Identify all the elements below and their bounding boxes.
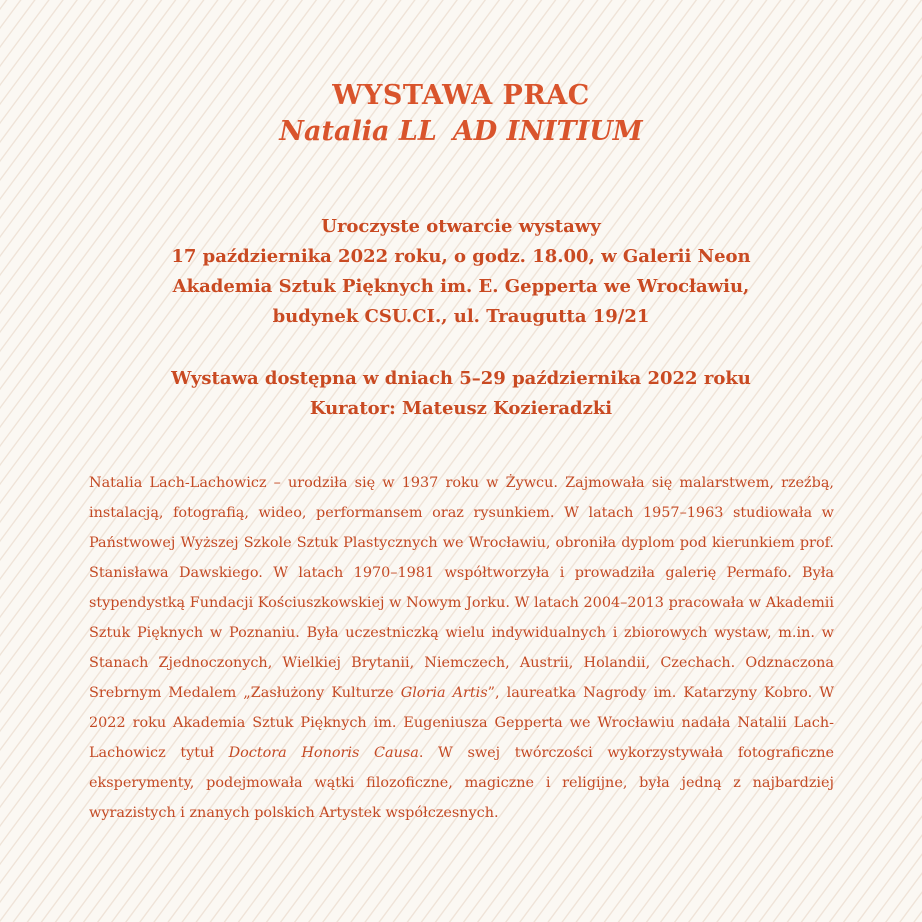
exhibition-title: WYSTAWA PRAC xyxy=(332,80,590,111)
opening-line: budynek CSU.CI., ul. Traugutta 19/21 xyxy=(272,306,650,327)
opening-line: Akademia Sztuk Pięknych im. E. Gepperta we Wrocławiu, xyxy=(172,276,750,297)
exhibition-name: AD INITIUM xyxy=(452,116,643,147)
availability-info xyxy=(0,364,922,424)
bio-italic-title: Doctora Honoris Causa xyxy=(228,745,419,762)
opening-line: 17 października 2022 roku, o godz. 18.00, w Galerii Neon xyxy=(171,246,751,267)
bio-text: . W swej twórczości wykorzystywała fotograficzne eksperymenty, podejmowała wątki filozoficzne, magiczne i religijne, była jedną z najbardziej wyrazistych i znanych polskich Artystek współczesnych. xyxy=(89,745,835,822)
exhibition-subtitle xyxy=(0,115,922,149)
bio-text: Natalia Lach-Lachowicz – urodziła się w 1937 roku w Żywcu. Zajmowała się malarstwem, rzeźbą, instalacją, fotografią, wideo, performansem oraz rysunkiem. W latach 1957–1963 studiowała w Państwowej Wyższej Szkole Sztuk Plastycznych we Wrocławiu, obroniła dyplom pod kierunkiem prof. Stanisława Dawskiego. W latach 1970–1981 współtworzyła i prowadziła galerię Permafo. Była stypendystką Fundacji Kościuszkowskiej w Nowym Jorku. W latach 2004–2013 pracowała w Akademii Sztuk Pięknych w Poznaniu. Była uczestniczką wielu indywidualnych i zbiorowych wystaw, m.in. w Stanach Zjednoczonych, Wielkiej Brytanii, Niemczech, Austrii, Holandii, Czechach. Odznaczona Srebrnym Medalem „Zasłużony Kulturze xyxy=(89,475,834,702)
opening-info xyxy=(0,212,922,332)
exhibition-dates: Wystawa dostępna w dniach 5–29 października 2022 roku xyxy=(171,368,751,389)
artist-biography xyxy=(89,468,834,828)
curator: Kurator: Mateusz Kozieradzki xyxy=(309,398,613,419)
artist-name: Natalia LL xyxy=(279,116,437,147)
opening-line: Uroczyste otwarcie wystawy xyxy=(321,216,601,237)
bio-italic-award: Gloria Artis xyxy=(400,685,488,702)
bio-text: ”, laureatka Nagrody im. Katarzyny Kobro. W 2022 roku Akademia Sztuk Pięknych im. Eugeniusza Gepperta we Wrocławiu nadała Natalii Lach-Lachowicz tytuł xyxy=(89,685,834,762)
